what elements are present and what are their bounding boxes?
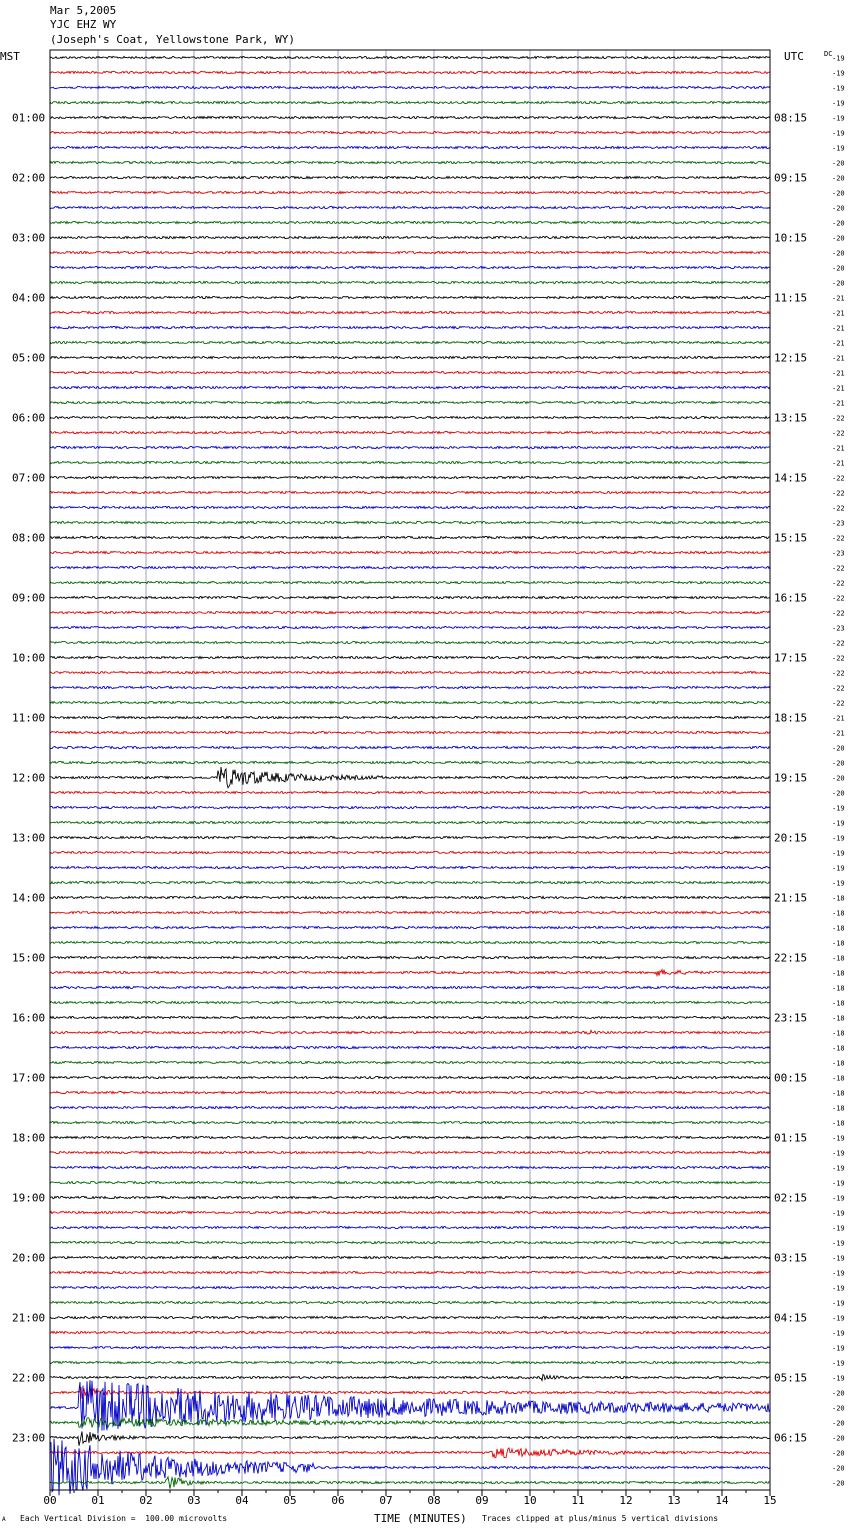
seismic-trace <box>50 1136 770 1138</box>
x-tick-label: 06 <box>331 1494 345 1507</box>
seismic-trace <box>50 1448 770 1458</box>
dc-offset-label: -22 <box>832 504 845 513</box>
x-tick-label: 00 <box>43 1494 57 1507</box>
seismic-trace <box>50 386 770 388</box>
dc-offset-label: -22 <box>832 489 845 498</box>
mst-hour-label: 21:00 <box>12 1311 46 1325</box>
utc-hour-label: 10:15 <box>774 231 808 245</box>
seismic-trace <box>50 86 770 88</box>
mst-hour-label: 13:00 <box>12 831 46 845</box>
seismic-trace <box>50 970 770 976</box>
utc-hour-label: 11:15 <box>774 291 808 305</box>
seismic-trace <box>50 476 770 478</box>
utc-hour-label: 17:15 <box>774 651 808 665</box>
seismic-trace <box>50 371 770 373</box>
mst-hour-labels <box>12 112 45 1445</box>
seismic-trace <box>50 1380 770 1433</box>
seismic-trace <box>50 761 770 763</box>
dc-offset-label: -19 <box>832 879 845 888</box>
mst-hour-label: 09:00 <box>12 591 46 605</box>
seismic-trace <box>50 146 770 148</box>
seismic-trace <box>50 56 770 58</box>
seismic-trace <box>50 1375 770 1381</box>
dc-offset-label: -20 <box>832 174 845 183</box>
header-date: Mar 5,2005 <box>50 4 117 17</box>
dc-offset-label: -19 <box>832 864 845 873</box>
dc-offset-label: -18 <box>832 909 845 918</box>
seismic-trace <box>50 701 770 703</box>
seismic-trace <box>50 716 770 718</box>
dc-offset-label: -18 <box>832 1104 845 1113</box>
seismic-trace <box>50 1256 770 1258</box>
dc-offset-label: -22 <box>832 594 845 603</box>
seismic-trace <box>50 176 770 178</box>
seismic-trace <box>50 566 770 568</box>
utc-hour-label: 20:15 <box>774 831 808 845</box>
dc-offset-label: -21 <box>832 354 845 363</box>
seismic-trace <box>50 536 770 538</box>
dc-offset-label: -23 <box>832 519 845 528</box>
seismic-trace <box>50 1151 770 1153</box>
x-tick-label: 04 <box>235 1494 249 1507</box>
seismic-trace <box>50 941 770 943</box>
seismic-trace <box>50 341 770 343</box>
seismic-trace <box>50 1286 770 1288</box>
dc-offset-label: -20 <box>832 1389 845 1398</box>
dc-offset-label: -20 <box>832 189 845 198</box>
seismic-trace <box>50 821 770 823</box>
dc-offset-label: -21 <box>832 369 845 378</box>
dc-offset-label: -18 <box>832 1074 845 1083</box>
dc-offset-label: -21 <box>832 339 845 348</box>
seismic-trace <box>50 1181 770 1183</box>
dc-offset-label: -18 <box>832 1089 845 1098</box>
seismic-trace <box>50 1387 770 1399</box>
mst-hour-label: 04:00 <box>12 291 46 305</box>
dc-offset-label: -18 <box>832 1059 845 1068</box>
seismic-trace <box>50 746 770 748</box>
dc-offset-label: -21 <box>832 309 845 318</box>
dc-offset-label: -22 <box>832 609 845 618</box>
dc-offset-label: -19 <box>832 1299 845 1308</box>
seismic-trace <box>50 356 770 358</box>
utc-hour-label: 14:15 <box>774 471 808 485</box>
mst-hour-label: 17:00 <box>12 1071 46 1085</box>
dc-offset-label: -18 <box>832 894 845 903</box>
x-axis-label: TIME (MINUTES) <box>374 1512 467 1525</box>
mst-hour-label: 06:00 <box>12 411 46 425</box>
dc-offset-label: -23 <box>832 624 845 633</box>
seismic-trace <box>50 626 770 628</box>
dc-offset-label: -18 <box>832 999 845 1008</box>
seismic-trace <box>50 596 770 598</box>
dc-offset-label: -20 <box>832 789 845 798</box>
seismic-trace <box>50 416 770 418</box>
x-tick-label: 08 <box>427 1494 441 1507</box>
mst-hour-label: 03:00 <box>12 231 46 245</box>
seismic-trace <box>50 506 770 508</box>
mst-hour-label: 12:00 <box>12 771 46 785</box>
dc-offset-label: -20 <box>832 234 845 243</box>
scale-note: Each Vertical Division = 100.00 microvolts <box>20 1514 228 1523</box>
seismic-trace <box>50 251 770 253</box>
x-tick-label: 15 <box>763 1494 777 1507</box>
seismic-trace <box>50 401 770 403</box>
seismic-trace <box>50 1016 770 1018</box>
dc-offset-label: -22 <box>832 699 845 708</box>
dc-offset-label: -18 <box>832 969 845 978</box>
header-station: YJC EHZ WY <box>50 18 117 31</box>
dc-axis-label: DC <box>824 50 833 58</box>
mst-hour-label: 01:00 <box>12 111 46 125</box>
x-tick-label: 07 <box>379 1494 393 1507</box>
seismic-trace <box>50 431 770 433</box>
utc-hour-label: 21:15 <box>774 891 808 905</box>
seismic-trace <box>50 71 770 73</box>
seismic-trace <box>50 1121 770 1123</box>
dc-offset-label: -21 <box>832 294 845 303</box>
seismic-trace <box>50 1061 770 1063</box>
seismic-trace <box>50 461 770 463</box>
seismic-trace <box>50 1196 770 1198</box>
dc-offset-label: -21 <box>832 459 845 468</box>
dc-offset-label: -20 <box>832 204 845 213</box>
utc-hour-label: 22:15 <box>774 951 808 965</box>
dc-offset-label: -20 <box>832 279 845 288</box>
utc-hour-label: 13:15 <box>774 411 808 425</box>
mst-hour-label: 22:00 <box>12 1371 46 1385</box>
dc-offset-label: -20 <box>832 744 845 753</box>
seismic-trace <box>50 1301 770 1303</box>
mst-hour-label: 23:00 <box>12 1431 46 1445</box>
mst-hour-label: 11:00 <box>12 711 46 725</box>
seismic-trace <box>50 1346 770 1348</box>
minute-grid <box>98 50 722 1490</box>
dc-offset-label: -21 <box>832 444 845 453</box>
seismic-trace <box>50 806 770 808</box>
dc-offset-label: -19 <box>832 84 845 93</box>
mst-hour-label: 02:00 <box>12 171 46 185</box>
dc-offset-label: -18 <box>832 954 845 963</box>
seismic-trace <box>50 1331 770 1333</box>
seismic-trace <box>50 161 770 163</box>
plot-frame <box>50 50 770 1490</box>
dc-offset-label: -19 <box>832 144 845 153</box>
dc-offset-label: -22 <box>832 414 845 423</box>
mst-hour-label: 15:00 <box>12 951 46 965</box>
utc-axis-label: UTC <box>784 50 804 63</box>
seismic-trace <box>50 1001 770 1003</box>
seismic-trace <box>50 1241 770 1243</box>
dc-offset-label: -20 <box>832 774 845 783</box>
dc-offset-label: -21 <box>832 399 845 408</box>
dc-offset-label: -18 <box>832 984 845 993</box>
utc-hour-label: 08:15 <box>774 111 808 125</box>
seismic-trace <box>50 1076 770 1078</box>
dc-offset-label: -21 <box>832 729 845 738</box>
dc-offset-label: -22 <box>832 669 845 678</box>
dc-offset-label: -19 <box>832 129 845 138</box>
utc-hour-label: 00:15 <box>774 1071 808 1085</box>
seismic-trace <box>50 1166 770 1168</box>
dc-offset-label: -22 <box>832 654 845 663</box>
dc-offset-label: -18 <box>832 924 845 933</box>
seismic-trace <box>50 491 770 493</box>
dc-offset-label: -22 <box>832 429 845 438</box>
mst-hour-label: 16:00 <box>12 1011 46 1025</box>
dc-offset-label: -19 <box>832 99 845 108</box>
x-tick-label: 12 <box>619 1494 633 1507</box>
dc-offset-labels <box>832 55 845 1488</box>
mst-hour-label: 10:00 <box>12 651 46 665</box>
utc-hour-label: 02:15 <box>774 1191 808 1205</box>
dc-offset-label: -19 <box>832 1149 845 1158</box>
mst-hour-label: 08:00 <box>12 531 46 545</box>
utc-hour-label: 12:15 <box>774 351 808 365</box>
seismic-trace <box>50 236 770 238</box>
utc-hour-label: 06:15 <box>774 1431 808 1445</box>
dc-offset-label: -22 <box>832 684 845 693</box>
dc-offset-label: -20 <box>832 219 845 228</box>
dc-offset-label: -18 <box>832 1014 845 1023</box>
seismic-trace <box>50 266 770 268</box>
seismic-trace <box>50 1316 770 1318</box>
mst-hour-label: 05:00 <box>12 351 46 365</box>
dc-offset-label: -19 <box>832 1134 845 1143</box>
x-tick-label: 14 <box>715 1494 729 1507</box>
mst-hour-label: 14:00 <box>12 891 46 905</box>
seismic-trace <box>50 836 770 838</box>
seismic-trace <box>50 191 770 193</box>
seismic-trace <box>50 641 770 643</box>
header-location: (Joseph's Coat, Yellowstone Park, WY) <box>50 33 296 46</box>
utc-hour-label: 18:15 <box>774 711 808 725</box>
dc-offset-label: -18 <box>832 1044 845 1053</box>
dc-offset-label: -19 <box>832 1359 845 1368</box>
dc-offset-label: -22 <box>832 534 845 543</box>
dc-offset-label: -20 <box>832 1479 845 1488</box>
seismic-trace <box>50 446 770 448</box>
dc-offset-label: -22 <box>832 579 845 588</box>
dc-offset-label: -19 <box>832 1194 845 1203</box>
scale-mark: A <box>2 1516 6 1523</box>
dc-offset-label: -20 <box>832 1419 845 1428</box>
seismic-trace <box>50 206 770 208</box>
seismic-trace <box>50 326 770 328</box>
dc-offset-label: -19 <box>832 1314 845 1323</box>
dc-offset-label: -19 <box>832 1284 845 1293</box>
dc-offset-label: -22 <box>832 474 845 483</box>
mst-hour-label: 18:00 <box>12 1131 46 1145</box>
seismic-trace <box>50 116 770 118</box>
dc-offset-label: -19 <box>832 1209 845 1218</box>
seismic-trace <box>50 926 770 928</box>
x-tick-label: 13 <box>667 1494 681 1507</box>
seismic-trace <box>50 791 770 793</box>
seismic-trace <box>50 611 770 613</box>
dc-offset-label: -20 <box>832 249 845 258</box>
seismic-trace <box>50 581 770 583</box>
dc-offset-label: -20 <box>832 1404 845 1413</box>
seismic-trace <box>50 1432 770 1446</box>
utc-hour-label: 19:15 <box>774 771 808 785</box>
seismic-trace <box>50 296 770 298</box>
dc-offset-label: -19 <box>832 1179 845 1188</box>
dc-offset-label: -19 <box>832 54 845 63</box>
dc-offset-label: -19 <box>832 1239 845 1248</box>
seismic-trace <box>50 896 770 898</box>
seismic-trace <box>50 656 770 658</box>
dc-offset-label: -19 <box>832 804 845 813</box>
dc-offset-label: -19 <box>832 1374 845 1383</box>
seismic-trace <box>50 671 770 673</box>
dc-offset-label: -21 <box>832 714 845 723</box>
seismic-trace <box>50 956 770 958</box>
seismic-trace <box>50 1046 770 1048</box>
seismic-trace <box>50 1226 770 1228</box>
seismic-trace <box>50 911 770 913</box>
dc-offset-label: -19 <box>832 819 845 828</box>
utc-hour-label: 03:15 <box>774 1251 808 1265</box>
mst-hour-label: 07:00 <box>12 471 46 485</box>
dc-offset-label: -19 <box>832 1269 845 1278</box>
dc-offset-label: -20 <box>832 1449 845 1458</box>
mst-axis-label: MST <box>0 50 20 63</box>
dc-offset-label: -20 <box>832 264 845 273</box>
seismic-trace <box>50 1271 770 1273</box>
utc-hour-label: 16:15 <box>774 591 808 605</box>
x-tick-label: 11 <box>571 1494 585 1507</box>
seismic-trace <box>50 1439 770 1496</box>
dc-offset-label: -18 <box>832 1029 845 1038</box>
dc-offset-label: -19 <box>832 834 845 843</box>
x-tick-labels <box>43 1490 776 1507</box>
seismic-trace <box>50 1361 770 1363</box>
seismic-trace <box>50 851 770 853</box>
seismic-trace <box>50 881 770 883</box>
dc-offset-label: -20 <box>832 1434 845 1443</box>
clip-note: Traces clipped at plus/minus 5 vertical divisions <box>482 1514 719 1523</box>
dc-offset-label: -21 <box>832 324 845 333</box>
seismic-trace <box>50 521 770 523</box>
dc-offset-label: -19 <box>832 849 845 858</box>
seismic-trace <box>50 731 770 733</box>
utc-hour-labels <box>774 112 807 1445</box>
dc-offset-label: -23 <box>832 549 845 558</box>
dc-offset-label: -19 <box>832 114 845 123</box>
x-tick-label: 02 <box>139 1494 153 1507</box>
seismic-trace <box>50 866 770 868</box>
dc-offset-label: -19 <box>832 1254 845 1263</box>
seismic-trace <box>50 1091 770 1093</box>
utc-hour-label: 09:15 <box>774 171 808 185</box>
seismic-traces <box>50 56 770 1495</box>
dc-offset-label: -19 <box>832 1344 845 1353</box>
dc-offset-label: -21 <box>832 384 845 393</box>
dc-offset-label: -18 <box>832 1119 845 1128</box>
utc-hour-label: 15:15 <box>774 531 808 545</box>
seismic-trace <box>50 1106 770 1108</box>
seismic-trace <box>50 1211 770 1213</box>
seismic-trace <box>50 101 770 103</box>
seismic-trace <box>50 686 770 688</box>
utc-hour-label: 23:15 <box>774 1011 808 1025</box>
seismic-trace <box>50 1030 770 1034</box>
seismic-trace <box>50 767 770 788</box>
dc-offset-label: -22 <box>832 639 845 648</box>
dc-offset-label: -19 <box>832 69 845 78</box>
utc-hour-label: 05:15 <box>774 1371 808 1385</box>
seismic-trace <box>50 1477 770 1489</box>
x-tick-label: 10 <box>523 1494 537 1507</box>
seismic-trace <box>50 1418 770 1428</box>
dc-offset-label: -19 <box>832 1164 845 1173</box>
dc-offset-label: -20 <box>832 1464 845 1473</box>
x-tick-label: 09 <box>475 1494 489 1507</box>
seismic-trace <box>50 281 770 283</box>
dc-offset-label: -22 <box>832 564 845 573</box>
dc-offset-label: -19 <box>832 1329 845 1338</box>
seismic-trace <box>50 131 770 133</box>
dc-offset-label: -20 <box>832 159 845 168</box>
x-tick-label: 03 <box>187 1494 201 1507</box>
dc-offset-label: -19 <box>832 1224 845 1233</box>
seismic-trace <box>50 311 770 313</box>
seismic-trace <box>50 221 770 223</box>
dc-offset-label: -18 <box>832 939 845 948</box>
mst-hour-label: 19:00 <box>12 1191 46 1205</box>
dc-offset-label: -20 <box>832 759 845 768</box>
x-tick-label: 01 <box>91 1494 105 1507</box>
x-tick-label: 05 <box>283 1494 297 1507</box>
utc-hour-label: 01:15 <box>774 1131 808 1145</box>
utc-hour-label: 04:15 <box>774 1311 808 1325</box>
seismic-trace <box>50 986 770 988</box>
mst-hour-label: 20:00 <box>12 1251 46 1265</box>
seismic-trace <box>50 551 770 553</box>
